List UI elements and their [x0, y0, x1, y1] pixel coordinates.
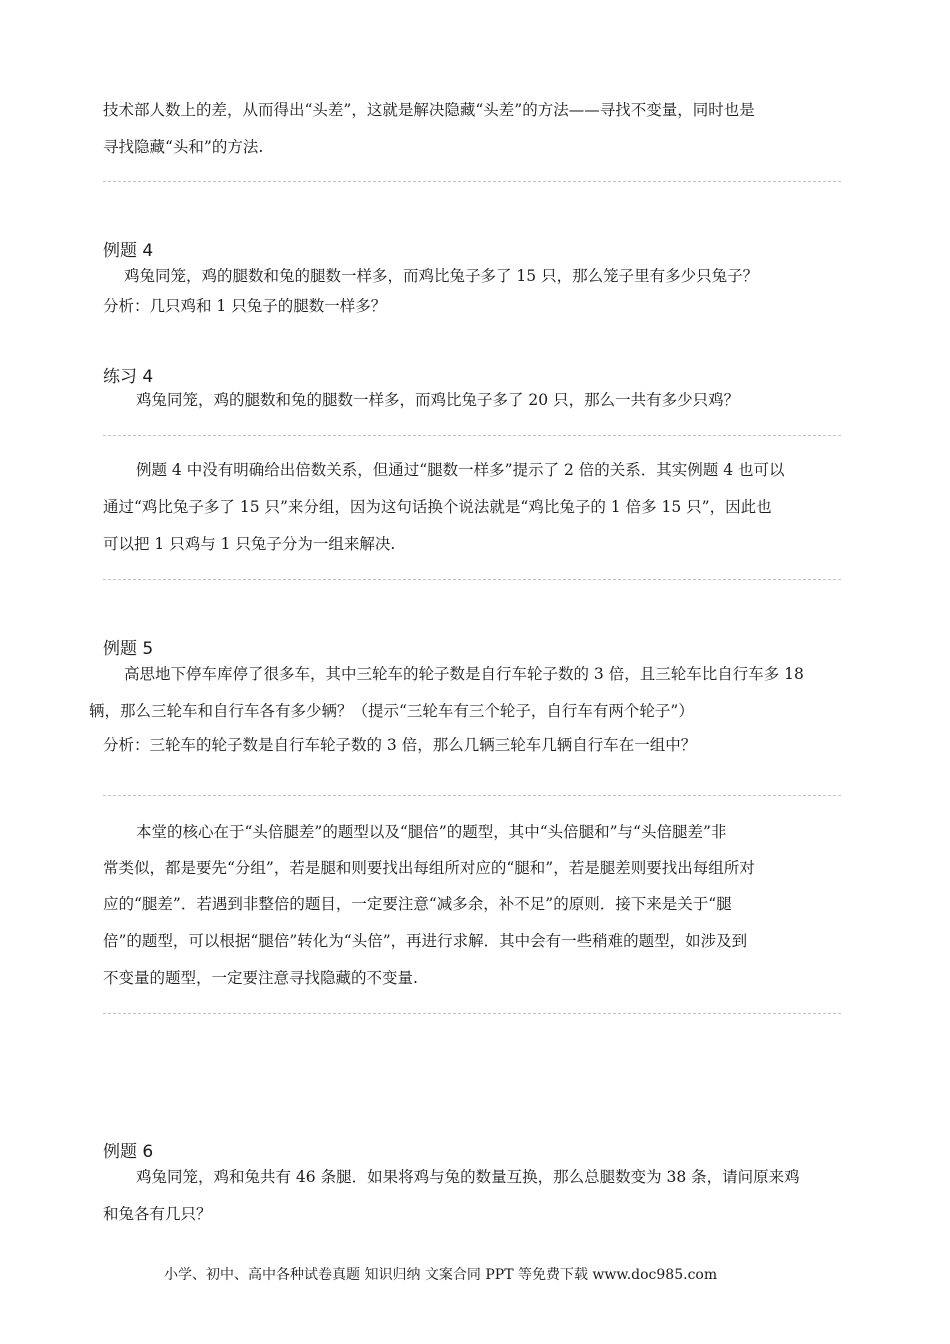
example-5-line-2: 辆，那么三轮车和自行车各有多少辆？（提示“三轮车有三个轮子，自行车有两个轮子”）: [89, 702, 694, 720]
note-4-line-2: 通过“鸡比兔子多了 15 只”来分组，因为这句话换个说法就是“鸡比兔子的 1 倍多 15 只”，因此也: [103, 498, 772, 516]
summary-line-2: 常类似，都是要先“分组”，若是腿和则要找出每组所对应的“腿和”，若是腿差则要找出每组所对: [103, 859, 755, 877]
example-4-title: 例题 4: [103, 241, 154, 261]
intro-line-1: 技术部人数上的差，从而得出“头差”，这就是解决隐藏“头差”的方法——寻找不变量，同时也是: [103, 101, 755, 119]
divider: [103, 181, 841, 182]
example-4-question: 鸡兔同笼，鸡的腿数和兔的腿数一样多，而鸡比兔子多了 15 只，那么笼子里有多少只兔子？: [124, 267, 759, 285]
intro-line-2: 寻找隐藏“头和”的方法.: [103, 138, 264, 156]
note-4-line-3: 可以把 1 只鸡与 1 只兔子分为一组来解决.: [103, 535, 396, 553]
example-6-line-2: 和兔各有几只？: [103, 1205, 212, 1223]
summary-line-1: 本堂的核心在于“头倍腿差”的题型以及“腿倍”的题型，其中“头倍腿和”与“头倍腿差”非: [136, 823, 727, 841]
example-6-title: 例题 6: [103, 1142, 154, 1162]
page-footer: 小学、初中、高中各种试卷真题 知识归纳 文案合同 PPT 等免费下载 www.doc985.com: [164, 1267, 718, 1283]
practice-4-title: 练习 4: [103, 367, 154, 387]
example-5-analysis: 分析：三轮车的轮子数是自行车轮子数的 3 倍，那么几辆三轮车几辆自行车在一组中？: [103, 736, 697, 754]
summary-line-5: 不变量的题型，一定要注意寻找隐藏的不变量.: [103, 969, 418, 987]
example-4-analysis: 分析：几只鸡和 1 只兔子的腿数一样多？: [103, 297, 387, 315]
example-6-line-1: 鸡兔同笼，鸡和兔共有 46 条腿．如果将鸡与兔的数量互换，那么总腿数变为 38 条，请问原来鸡: [136, 1168, 800, 1186]
example-5-title: 例题 5: [103, 639, 154, 659]
divider: [103, 1013, 841, 1014]
example-5-line-1: 高思地下停车库停了很多车，其中三轮车的轮子数是自行车轮子数的 3 倍，且三轮车比自行车多 18: [124, 665, 804, 683]
divider: [103, 579, 841, 580]
note-4-line-1: 例题 4 中没有明确给出倍数关系，但通过“腿数一样多”提示了 2 倍的关系．其实例题 4 也可以: [136, 461, 785, 479]
practice-4-question: 鸡兔同笼，鸡的腿数和兔的腿数一样多，而鸡比兔子多了 20 只，那么一共有多少只鸡？: [136, 391, 740, 409]
summary-line-4: 倍”的题型，可以根据“腿倍”转化为“头倍”，再进行求解．其中会有一些稍难的题型，如涉及到: [103, 932, 748, 950]
divider: [103, 795, 841, 796]
divider: [103, 435, 841, 436]
summary-line-3: 应的“腿差”．若遇到非整倍的题目，一定要注意“减多余，补不足”的原则．接下来是关于“腿: [103, 895, 732, 913]
